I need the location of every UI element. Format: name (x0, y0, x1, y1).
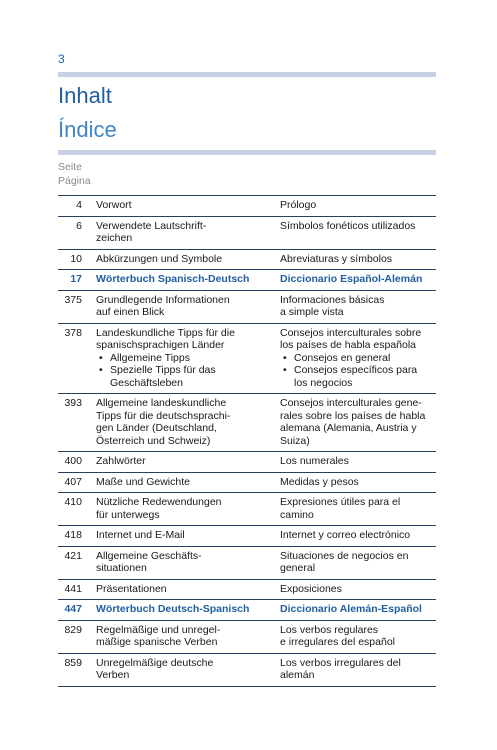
toc-entry-german (96, 196, 280, 217)
title-spanish: Índice (58, 117, 117, 142)
toc-entry-german-text: Präsentationen (96, 582, 167, 595)
toc-entry-german-text: Maße und Gewichte (96, 475, 190, 488)
toc-entry-spanish-text: Expresiones útiles para el camino (280, 496, 401, 521)
toc-entry-german-text: Wörterbuch Deutsch-Spanisch (96, 603, 250, 615)
toc-entry-spanish (280, 600, 436, 621)
sublist-item: • Allgemeine Tipps (96, 352, 274, 365)
toc-entry-spanish (280, 290, 436, 323)
toc-entry-german (96, 526, 280, 547)
toc-row (58, 452, 436, 473)
toc-entry-german (96, 249, 280, 270)
toc-entry-spanish (280, 452, 436, 473)
sublist-item: • Consejos específicos para los negocios (280, 364, 436, 389)
toc-entry-spanish-text: Símbolos fonéticos utilizados (280, 219, 416, 232)
toc-page-number (58, 249, 96, 270)
toc-page-number-text: 418 (64, 529, 82, 541)
toc-entry-german-text: Nützliche Redewendungen für unterwegs (96, 496, 222, 521)
toc-entry-german-text: Abkürzungen und Symbole (96, 252, 223, 265)
sublist-item: • Spezielle Tipps für das Geschäftsleben (96, 364, 274, 389)
toc-page-number-text: 6 (76, 219, 82, 232)
toc-row (58, 216, 436, 249)
toc-entry-german (96, 472, 280, 493)
toc-page-number (58, 323, 96, 394)
toc-page-number-text: 407 (64, 475, 82, 488)
table-of-contents (58, 195, 436, 687)
toc-entry-german (96, 653, 280, 686)
toc-page-number-text: 410 (64, 496, 82, 508)
toc-page-number (58, 546, 96, 579)
toc-entry-german (96, 620, 280, 653)
toc-page-number (58, 579, 96, 600)
toc-row (58, 323, 436, 394)
toc-entry-german (96, 290, 280, 323)
toc-entry-spanish-sublist (280, 352, 436, 390)
toc-entry-spanish (280, 472, 436, 493)
toc-entry-german (96, 452, 280, 473)
toc-page-number-text: 378 (64, 326, 82, 339)
toc-entry-spanish-text: Situaciones de negocios en general (280, 549, 409, 574)
toc-entry-german-text: Vorwort (96, 199, 132, 211)
toc-page-number (58, 620, 96, 653)
page-heading-german: Seite (58, 161, 82, 173)
toc-page-number (58, 196, 96, 217)
header-rule (58, 150, 436, 155)
toc-entry-german (96, 546, 280, 579)
toc-entry-german-text: Verwendete Lautschrift- zeichen (96, 219, 207, 244)
toc-entry-german-text: Landeskundliche Tipps für die spanischsprachigen Länder (96, 326, 235, 351)
toc-entry-german-text: Allgemeine Geschäfts- situationen (96, 549, 202, 574)
toc-page-number-text: 400 (64, 455, 82, 467)
toc-row (58, 394, 436, 452)
toc-row (58, 290, 436, 323)
toc-page-number (58, 653, 96, 686)
toc-page-number (58, 270, 96, 291)
toc-entry-spanish-text: Los verbos irregulares del alemán (280, 656, 401, 681)
toc-entry-spanish-text: Informaciones básicas a simple vista (280, 293, 385, 318)
toc-row (58, 196, 436, 217)
title-german: Inhalt (58, 83, 112, 108)
toc-row (58, 472, 436, 493)
toc-entry-german-text: Regelmäßige und unregel- mäßige spanische Verben (96, 623, 221, 648)
toc-entry-german-sublist (96, 352, 274, 390)
toc-entry-spanish-text: Consejos interculturales sobre los países de habla española (280, 326, 422, 351)
toc-entry-spanish-text: Medidas y pesos (280, 475, 359, 488)
toc-page-number-text: 441 (64, 582, 82, 595)
toc-entry-german-text: Grundlegende Informationen auf einen Blick (96, 293, 230, 318)
toc-row (58, 270, 436, 291)
toc-page-number (58, 290, 96, 323)
toc-page-number-text: 10 (70, 252, 82, 265)
toc-entry-spanish-text: Los verbos regulares e irregulares del español (280, 623, 395, 648)
toc-page-number (58, 600, 96, 621)
toc-row (58, 600, 436, 621)
toc-entry-spanish (280, 526, 436, 547)
toc-entry-german (96, 579, 280, 600)
toc-page-number-text: 421 (64, 549, 82, 562)
page-number: 3 (58, 52, 65, 66)
toc-row (58, 526, 436, 547)
toc-page-number-text: 447 (64, 603, 82, 615)
sublist-item: • Consejos en general (280, 352, 436, 365)
toc-entry-spanish (280, 323, 436, 394)
toc-page-number-text: 393 (64, 397, 82, 409)
toc-page-number-text: 859 (64, 656, 82, 669)
toc-entry-spanish (280, 579, 436, 600)
toc-entry-spanish-text: Internet y correo electrónico (280, 529, 411, 541)
toc-row (58, 579, 436, 600)
toc-row (58, 620, 436, 653)
toc-entry-spanish (280, 493, 436, 526)
toc-entry-spanish-text: Exposiciones (280, 582, 342, 595)
toc-page-number-text: 4 (76, 199, 82, 211)
toc-row (58, 653, 436, 686)
toc-page-number-text: 375 (64, 293, 82, 306)
toc-entry-spanish (280, 394, 436, 452)
toc-entry-spanish-text: Diccionario Español-Alemán (280, 273, 423, 285)
toc-entry-german (96, 600, 280, 621)
toc-entry-spanish (280, 249, 436, 270)
toc-entry-german-text: Internet und E-Mail (96, 529, 185, 541)
toc-entry-spanish-text: Diccionario Alemán-Español (280, 603, 422, 615)
toc-page-number (58, 394, 96, 452)
top-rule (58, 72, 436, 77)
toc-entry-spanish (280, 196, 436, 217)
toc-entry-german (96, 323, 280, 394)
toc-entry-german-text: Allgemeine landeskundliche Tipps für die deutschsprachi- gen Länder (Deutschland, Österreich und Schweiz) (96, 397, 231, 447)
toc-entry-german (96, 216, 280, 249)
toc-entry-spanish-text: Prólogo (280, 199, 317, 211)
toc-page-number (58, 526, 96, 547)
toc-page-number-text: 17 (70, 273, 82, 285)
page-heading-spanish: Página (58, 175, 91, 187)
toc-entry-german-text: Unregelmäßige deutsche Verben (96, 656, 214, 681)
toc-entry-german (96, 493, 280, 526)
toc-page-number-text: 829 (64, 623, 82, 636)
toc-row (58, 249, 436, 270)
toc-row (58, 546, 436, 579)
toc-entry-spanish-text: Abreviaturas y símbolos (280, 252, 393, 265)
toc-entry-german (96, 270, 280, 291)
toc-entry-spanish (280, 270, 436, 291)
toc-entry-spanish (280, 546, 436, 579)
toc-entry-german-text: Zahlwörter (96, 455, 146, 467)
toc-entry-german-text: Wörterbuch Spanisch-Deutsch (96, 273, 250, 285)
toc-page-number (58, 216, 96, 249)
toc-entry-spanish (280, 620, 436, 653)
toc-entry-spanish (280, 653, 436, 686)
toc-entry-spanish (280, 216, 436, 249)
toc-page-number (58, 472, 96, 493)
page-column-heading (58, 160, 91, 188)
toc-page-number (58, 452, 96, 473)
toc-entry-german (96, 394, 280, 452)
toc-entry-spanish-text: Los numerales (280, 455, 349, 467)
toc-entry-spanish-text: Consejos interculturales gene- rales sobre los países de habla alemana (Alemania, Austria y Suiza) (280, 397, 426, 447)
toc-page-number (58, 493, 96, 526)
toc-row (58, 493, 436, 526)
